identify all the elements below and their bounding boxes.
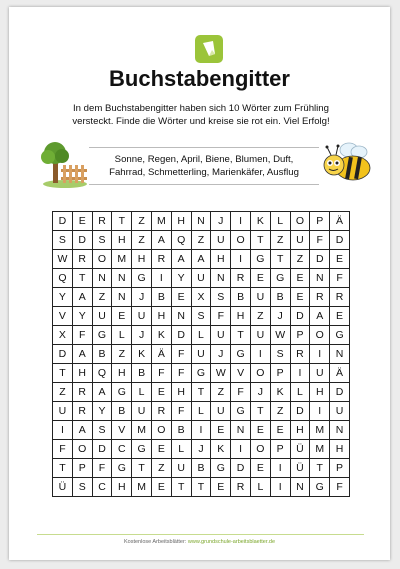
grid-cell[interactable]: H — [172, 212, 192, 231]
grid-cell[interactable]: F — [73, 326, 93, 345]
grid-cell[interactable]: Q — [93, 364, 113, 383]
footer-label: Kostenlose Arbeitsblätter: — [123, 539, 187, 545]
grid-cell[interactable]: S — [271, 345, 291, 364]
grid-cell[interactable]: F — [152, 364, 172, 383]
grid-cell[interactable]: R — [231, 269, 251, 288]
grid-cell[interactable]: W — [211, 364, 231, 383]
grid-cell[interactable]: I — [271, 478, 291, 497]
grid-cell[interactable]: B — [132, 364, 152, 383]
grid-cell[interactable]: B — [231, 288, 251, 307]
grid-cell[interactable]: Z — [271, 231, 291, 250]
grid-cell[interactable]: H — [112, 231, 132, 250]
grid-cell[interactable]: F — [172, 345, 192, 364]
grid-cell[interactable]: J — [132, 326, 152, 345]
grid-cell[interactable]: M — [310, 440, 330, 459]
grid-cell[interactable]: U — [310, 364, 330, 383]
word-list-line-2: Fahrrad, Schmetterling, Marienkäfer, Ausflug — [109, 167, 299, 178]
grid-cell[interactable]: S — [93, 421, 113, 440]
grid-cell[interactable]: A — [73, 345, 93, 364]
grid-cell[interactable]: A — [93, 383, 113, 402]
grid-cell[interactable]: G — [271, 269, 291, 288]
grid-cell[interactable]: N — [330, 421, 350, 440]
grid-cell[interactable]: E — [251, 459, 271, 478]
grid-cell[interactable]: P — [271, 440, 291, 459]
grid-cell[interactable]: O — [251, 364, 271, 383]
grid-cell[interactable]: O — [310, 326, 330, 345]
grid-cell[interactable]: B — [192, 459, 212, 478]
grid-cell[interactable]: H — [291, 421, 311, 440]
grid-cell[interactable]: T — [172, 478, 192, 497]
grid-cell[interactable]: K — [152, 326, 172, 345]
footer — [9, 539, 390, 545]
grid-cell[interactable]: R — [330, 288, 350, 307]
grid-cell[interactable]: A — [73, 288, 93, 307]
grid-cell[interactable]: G — [112, 459, 132, 478]
grid-cell[interactable]: A — [73, 421, 93, 440]
grid-cell[interactable]: E — [291, 269, 311, 288]
grid-cell[interactable]: Z — [271, 402, 291, 421]
grid-cell[interactable]: Y — [172, 269, 192, 288]
tree-fence-illustration-icon — [39, 137, 91, 194]
grid-cell[interactable]: Z — [192, 231, 212, 250]
grid-cell[interactable]: T — [251, 402, 271, 421]
grid-cell[interactable]: Q — [172, 231, 192, 250]
grid-cell[interactable]: H — [112, 478, 132, 497]
grid-cell[interactable]: F — [53, 440, 73, 459]
grid-cell[interactable]: E — [330, 250, 350, 269]
grid-cell[interactable]: U — [172, 459, 192, 478]
grid-cell[interactable]: Z — [291, 250, 311, 269]
grid-cell[interactable]: P — [310, 212, 330, 231]
grid-cell[interactable]: X — [53, 326, 73, 345]
grid-cell[interactable]: G — [330, 326, 350, 345]
grid-cell[interactable]: Z — [112, 345, 132, 364]
grid-cell[interactable]: G — [310, 478, 330, 497]
grid-cell[interactable]: S — [53, 231, 73, 250]
grid-cell[interactable]: O — [251, 440, 271, 459]
grid-cell[interactable]: R — [93, 212, 113, 231]
grid-cell[interactable]: J — [251, 383, 271, 402]
worksheet-page — [9, 7, 390, 560]
grid-cell[interactable]: O — [93, 250, 113, 269]
grid-cell[interactable]: F — [330, 269, 350, 288]
grid-cell[interactable]: N — [112, 269, 132, 288]
grid-cell[interactable]: D — [231, 459, 251, 478]
grid-cell[interactable]: N — [330, 345, 350, 364]
grid-cell[interactable]: F — [330, 478, 350, 497]
grid-cell[interactable]: B — [152, 288, 172, 307]
grid-cell[interactable]: Z — [53, 383, 73, 402]
grid-cell[interactable]: I — [152, 269, 172, 288]
grid-cell[interactable]: I — [291, 364, 311, 383]
grid-cell[interactable]: D — [172, 326, 192, 345]
grid-cell[interactable]: G — [132, 440, 152, 459]
grid-cell[interactable]: X — [192, 288, 212, 307]
grid-cell[interactable]: K — [132, 345, 152, 364]
grid-cell[interactable]: F — [310, 231, 330, 250]
grid-cell[interactable]: Z — [211, 383, 231, 402]
grid-cell[interactable]: D — [310, 250, 330, 269]
grid-cell[interactable]: U — [251, 288, 271, 307]
grid-cell[interactable]: U — [211, 326, 231, 345]
grid-cell[interactable]: B — [93, 345, 113, 364]
grid-cell[interactable]: U — [132, 307, 152, 326]
grid-cell[interactable]: G — [211, 459, 231, 478]
grid-cell[interactable]: H — [73, 364, 93, 383]
logo-icon — [195, 35, 223, 63]
grid-cell[interactable]: E — [152, 440, 172, 459]
footer-link[interactable]: www.grundschule-arbeitsblaetter.de — [187, 539, 276, 545]
grid-cell[interactable]: W — [271, 326, 291, 345]
grid-cell[interactable]: T — [53, 459, 73, 478]
grid-cell[interactable]: E — [152, 383, 172, 402]
grid-cell[interactable]: F — [231, 383, 251, 402]
grid-cell[interactable]: R — [73, 402, 93, 421]
grid-cell[interactable]: Q — [53, 269, 73, 288]
grid-cell[interactable]: R — [291, 345, 311, 364]
grid-cell[interactable]: L — [172, 440, 192, 459]
grid-cell[interactable]: G — [93, 326, 113, 345]
grid-cell[interactable]: P — [291, 326, 311, 345]
grid-cell[interactable]: Y — [73, 307, 93, 326]
grid-cell[interactable]: R — [152, 250, 172, 269]
grid-cell[interactable]: Z — [93, 288, 113, 307]
grid-cell[interactable]: U — [192, 345, 212, 364]
grid-cell[interactable]: U — [93, 307, 113, 326]
grid-cell[interactable]: N — [192, 212, 212, 231]
grid-cell[interactable]: E — [73, 212, 93, 231]
grid-cell[interactable]: D — [73, 231, 93, 250]
grid-cell[interactable]: P — [271, 364, 291, 383]
grid-cell[interactable]: S — [192, 307, 212, 326]
grid-cell[interactable]: E — [251, 421, 271, 440]
grid-cell[interactable]: G — [112, 383, 132, 402]
grid-cell[interactable]: A — [310, 307, 330, 326]
grid-cell[interactable]: F — [172, 364, 192, 383]
grid-cell[interactable]: E — [291, 288, 311, 307]
grid-cell[interactable]: B — [271, 288, 291, 307]
grid-cell[interactable]: N — [310, 269, 330, 288]
grid-cell[interactable]: O — [73, 440, 93, 459]
grid-cell[interactable]: Y — [53, 288, 73, 307]
grid-cell[interactable]: L — [192, 326, 212, 345]
grid-cell[interactable]: E — [211, 478, 231, 497]
grid-cell[interactable]: Z — [132, 212, 152, 231]
grid-cell[interactable]: B — [172, 421, 192, 440]
grid-cell[interactable]: S — [211, 288, 231, 307]
grid-cell[interactable]: D — [53, 212, 73, 231]
grid-cell[interactable]: E — [211, 421, 231, 440]
grid-cell[interactable]: I — [310, 402, 330, 421]
grid-cell[interactable]: D — [53, 345, 73, 364]
grid-cell[interactable]: Y — [93, 402, 113, 421]
grid-cell[interactable]: V — [53, 307, 73, 326]
grid-cell[interactable]: T — [231, 326, 251, 345]
grid-cell[interactable]: R — [231, 478, 251, 497]
grid-cell[interactable]: M — [132, 478, 152, 497]
grid-cell[interactable]: U — [53, 402, 73, 421]
grid-cell[interactable]: U — [291, 231, 311, 250]
grid-cell[interactable]: H — [132, 250, 152, 269]
instructions — [61, 102, 341, 128]
grid-cell[interactable]: P — [73, 459, 93, 478]
grid-cell[interactable]: Ä — [330, 212, 350, 231]
instructions-line-1: In dem Buchstabengitter haben sich 10 Wörter zum Frühling — [73, 103, 329, 114]
grid-cell[interactable]: U — [192, 269, 212, 288]
grid-cell[interactable]: H — [330, 440, 350, 459]
grid-cell[interactable]: Z — [251, 307, 271, 326]
grid-cell[interactable]: M — [132, 421, 152, 440]
grid-cell[interactable]: R — [152, 402, 172, 421]
grid-cell[interactable]: E — [251, 269, 271, 288]
grid-cell[interactable]: A — [192, 250, 212, 269]
letter-grid — [52, 211, 350, 497]
grid-cell[interactable]: U — [330, 402, 350, 421]
grid-cell[interactable]: T — [251, 231, 271, 250]
grid-cell[interactable]: N — [112, 288, 132, 307]
grid-cell[interactable]: H — [152, 307, 172, 326]
grid-cell[interactable]: E — [112, 307, 132, 326]
grid-cell[interactable]: I — [53, 421, 73, 440]
grid-cell[interactable]: H — [211, 250, 231, 269]
grid-cell[interactable]: E — [172, 288, 192, 307]
grid-cell[interactable]: V — [231, 364, 251, 383]
grid-cell[interactable]: I — [310, 345, 330, 364]
grid-cell[interactable]: O — [291, 212, 311, 231]
grid-cell[interactable]: A — [172, 250, 192, 269]
grid-cell[interactable]: C — [93, 478, 113, 497]
grid-cell[interactable]: N — [172, 307, 192, 326]
grid-cell[interactable]: K — [211, 440, 231, 459]
grid-cell[interactable]: O — [152, 421, 172, 440]
grid-cell[interactable]: W — [53, 250, 73, 269]
grid-cell[interactable]: M — [310, 421, 330, 440]
grid-cell[interactable]: L — [132, 383, 152, 402]
grid-cell[interactable]: U — [211, 402, 231, 421]
instructions-line-2: versteckt. Finde die Wörter und kreise sie rot ein. Viel Erfolg! — [72, 116, 330, 127]
grid-cell[interactable]: U — [251, 326, 271, 345]
grid-cell[interactable]: R — [73, 250, 93, 269]
grid-cell[interactable]: M — [112, 250, 132, 269]
grid-cell[interactable]: I — [251, 345, 271, 364]
grid-cell[interactable]: L — [271, 212, 291, 231]
grid-cell[interactable]: D — [330, 383, 350, 402]
grid-cell[interactable]: T — [192, 383, 212, 402]
grid-cell[interactable]: T — [132, 459, 152, 478]
grid-cell[interactable]: Ü — [291, 459, 311, 478]
grid-cell[interactable]: G — [231, 345, 251, 364]
grid-cell[interactable]: T — [192, 478, 212, 497]
grid-cell[interactable]: Z — [152, 459, 172, 478]
grid-cell[interactable]: T — [310, 459, 330, 478]
grid-cell[interactable]: D — [291, 307, 311, 326]
grid-cell[interactable]: K — [251, 212, 271, 231]
grid-cell[interactable]: J — [132, 288, 152, 307]
grid-cell[interactable]: J — [271, 307, 291, 326]
grid-cell[interactable]: H — [310, 383, 330, 402]
grid-cell[interactable]: P — [330, 459, 350, 478]
grid-cell[interactable]: C — [112, 440, 132, 459]
grid-cell[interactable]: E — [330, 307, 350, 326]
grid-cell[interactable]: Ä — [330, 364, 350, 383]
grid-cell[interactable]: U — [132, 402, 152, 421]
grid-cell[interactable]: N — [93, 269, 113, 288]
grid-cell[interactable]: F — [211, 307, 231, 326]
bee-illustration-icon — [319, 140, 375, 191]
grid-cell[interactable]: B — [112, 402, 132, 421]
grid-cell[interactable]: R — [73, 383, 93, 402]
word-list-line-1: Sonne, Regen, April, Biene, Blumen, Duft, — [114, 154, 294, 165]
grid-cell[interactable]: G — [132, 269, 152, 288]
grid-cell[interactable]: L — [112, 326, 132, 345]
grid-cell[interactable]: V — [112, 421, 132, 440]
grid-cell[interactable]: H — [231, 307, 251, 326]
grid-cell[interactable]: E — [271, 421, 291, 440]
grid-cell[interactable]: J — [211, 212, 231, 231]
grid-cell[interactable]: N — [231, 421, 251, 440]
grid-cell[interactable]: R — [310, 288, 330, 307]
grid-cell[interactable]: F — [172, 402, 192, 421]
grid-cell[interactable]: L — [192, 402, 212, 421]
grid-cell[interactable]: A — [152, 231, 172, 250]
grid-cell[interactable]: Ü — [291, 440, 311, 459]
grid-cell[interactable]: M — [152, 212, 172, 231]
grid-cell[interactable]: S — [73, 478, 93, 497]
grid-cell[interactable]: N — [211, 269, 231, 288]
grid-cell[interactable]: E — [152, 478, 172, 497]
grid-cell[interactable]: D — [93, 440, 113, 459]
grid-cell[interactable]: T — [271, 250, 291, 269]
grid-cell[interactable]: O — [231, 231, 251, 250]
grid-cell[interactable]: I — [231, 212, 251, 231]
grid-cell[interactable]: G — [192, 364, 212, 383]
grid-cell[interactable]: Z — [132, 231, 152, 250]
grid-cell[interactable]: L — [291, 383, 311, 402]
grid-cell[interactable]: L — [251, 478, 271, 497]
grid-cell[interactable]: G — [251, 250, 271, 269]
grid-cell[interactable]: H — [112, 364, 132, 383]
grid-cell[interactable]: I — [231, 250, 251, 269]
grid-cell[interactable]: T — [53, 364, 73, 383]
grid-cell[interactable]: I — [192, 421, 212, 440]
grid-cell[interactable]: Ä — [152, 345, 172, 364]
grid-cell[interactable]: D — [330, 231, 350, 250]
footer-divider — [37, 534, 364, 535]
grid-cell[interactable]: I — [271, 459, 291, 478]
grid-cell[interactable]: D — [291, 402, 311, 421]
grid-cell[interactable]: H — [172, 383, 192, 402]
grid-cell[interactable]: T — [112, 212, 132, 231]
grid-cell[interactable]: Ü — [53, 478, 73, 497]
word-list — [89, 147, 319, 185]
grid-cell[interactable]: J — [192, 440, 212, 459]
grid-cell[interactable]: J — [211, 345, 231, 364]
grid-cell[interactable]: I — [231, 440, 251, 459]
grid-cell[interactable]: N — [291, 478, 311, 497]
grid-cell[interactable]: T — [73, 269, 93, 288]
grid-cell[interactable]: U — [211, 231, 231, 250]
grid-cell[interactable]: S — [93, 231, 113, 250]
page-title: Buchstabengitter — [109, 66, 290, 91]
grid-cell[interactable]: K — [271, 383, 291, 402]
grid-cell[interactable]: F — [93, 459, 113, 478]
grid-cell[interactable]: G — [231, 402, 251, 421]
